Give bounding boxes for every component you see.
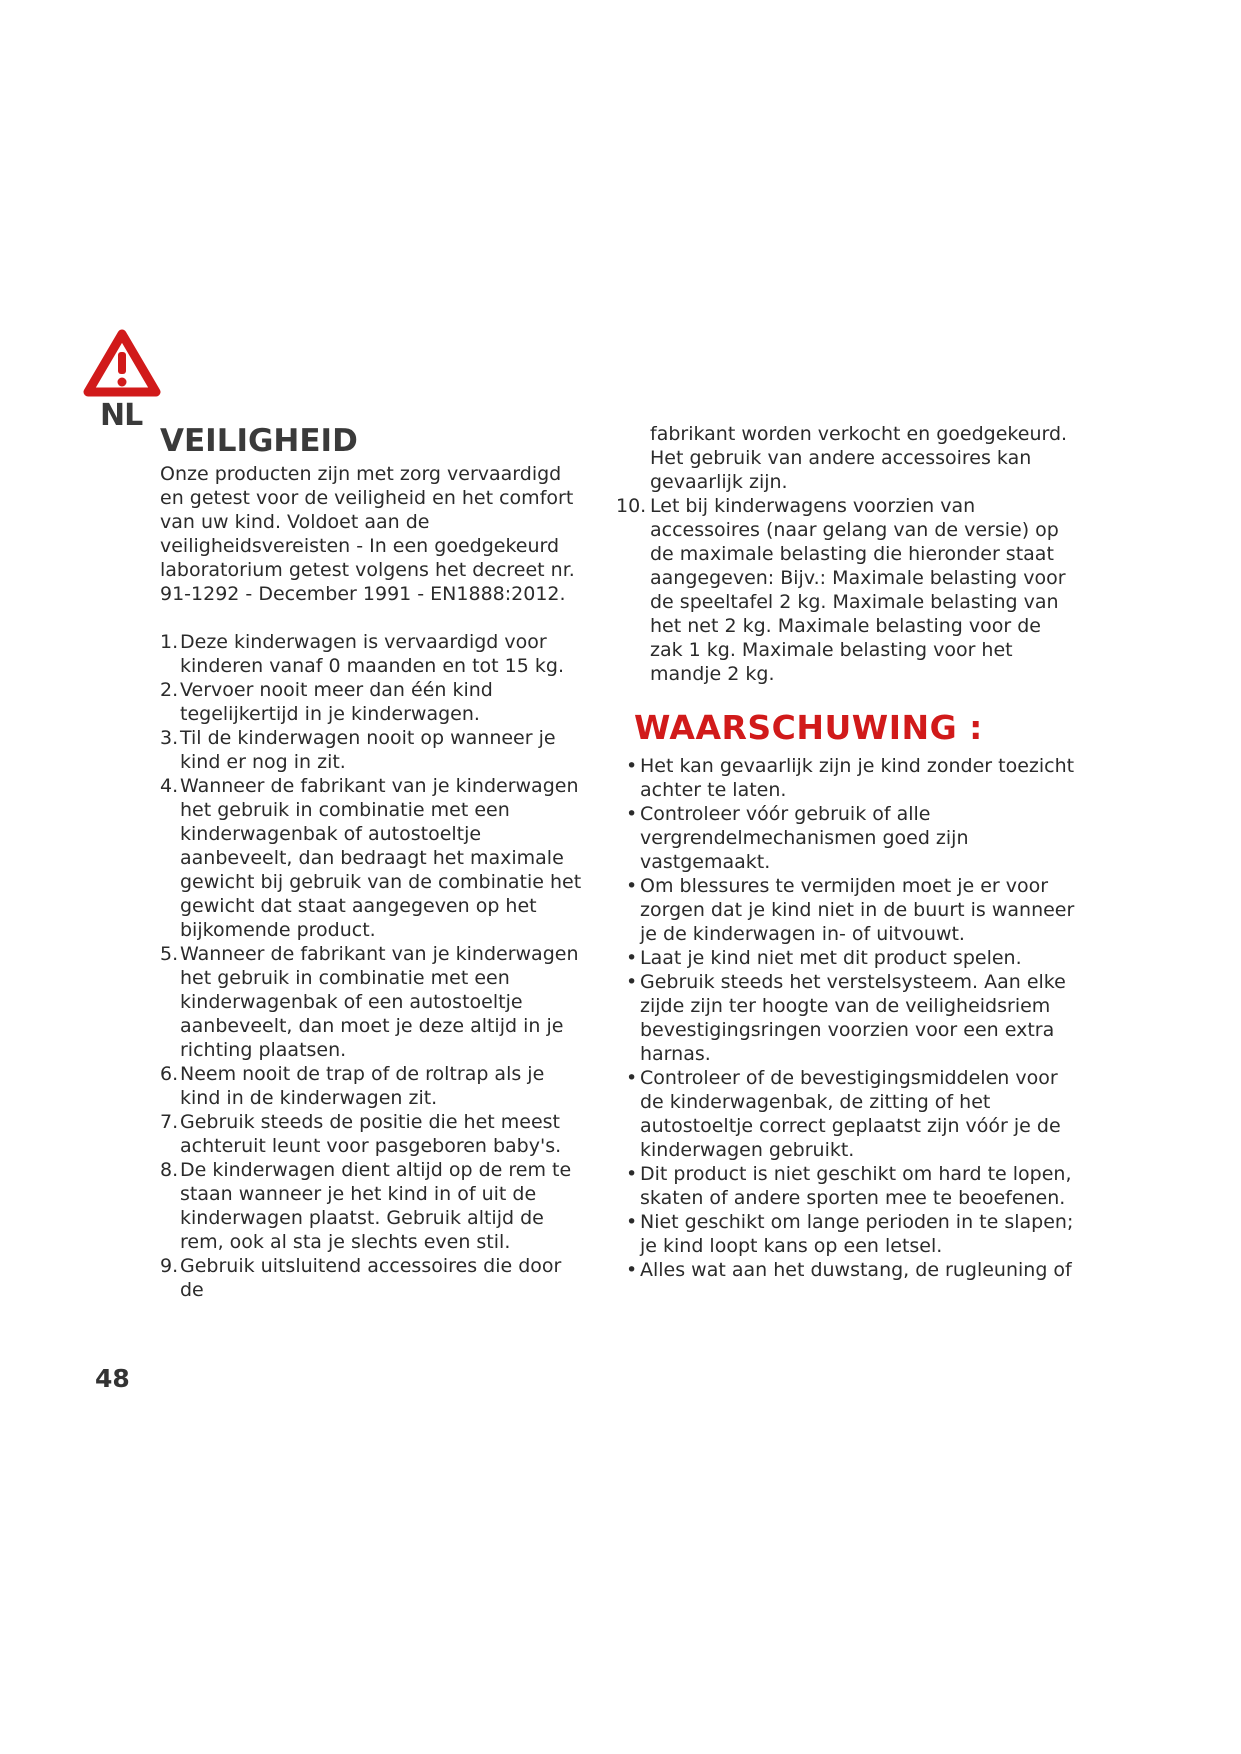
list-item: • Controleer vóór gebruik of alle vergrendelmechanismen goed zijn vastgemaakt. (626, 802, 1076, 874)
section-title-warning: WAARSCHUWING : (634, 708, 983, 747)
list-item: 2. Vervoer nooit meer dan één kind tegelijkertijd in je kinderwagen. (160, 679, 493, 725)
list-item: • Het kan gevaarlijk zijn je kind zonder toezicht achter te laten. (626, 754, 1076, 802)
list-item: • Controleer of de bevestigingsmiddelen voor de kinderwagenbak, de zitting of het autostoeltje correct geplaatst zijn vóór je de kinderwagen gebruikt. (626, 1066, 1076, 1162)
list-item: • Dit product is niet geschikt om hard te lopen, skaten of andere sporten mee te beoefenen. (626, 1162, 1076, 1210)
list-item: • Laat je kind niet met dit product spelen. (626, 946, 1076, 970)
list-item: 5. Wanneer de fabrikant van je kinderwagen het gebruik in combinatie met een kinderwagenbak of een autostoeltje aanbeveelt, dan moet je deze altijd in je richting plaatsen. (160, 943, 579, 1061)
safety-list-continued (616, 494, 1076, 686)
list-item: • Alles wat aan het duwstang, de rugleuning of (626, 1258, 1076, 1282)
list-item: 7. Gebruik steeds de positie die het meest achteruit leunt voor pasgeboren baby's. (160, 1111, 562, 1157)
list-item: • Gebruik steeds het verstelsysteem. Aan elke zijde zijn ter hoogte van de veiligheidsriem bevestigingsringen voorzien voor een extra harnas. (626, 970, 1076, 1066)
list-item: 3. Til de kinderwagen nooit op wanneer je kind er nog in zit. (160, 727, 556, 773)
list-item: 10. Let bij kinderwagens voorzien van accessoires (naar gelang van de versie) op de maximale belasting die hieronder staat aangegeven: Bijv.: Maximale belasting voor de speeltafel 2 kg. Maximale belasting van het net 2 kg. Maximale belasting voor de zak 1 kg. Maximale belasting voor het mandje 2 kg. (616, 495, 1066, 685)
list-item: 4. Wanneer de fabrikant van je kinderwagen het gebruik in combinatie met een kinderwagenbak of autostoeltje aanbeveelt, dan bedraagt het maximale gewicht bij gebruik van de combinatie het gewicht dat staat aangegeven op het bijkomende product. (160, 775, 582, 941)
left-column (160, 422, 590, 1302)
list-item: 1. Deze kinderwagen is vervaardigd voor kinderen vanaf 0 maanden en tot 15 kg. (160, 631, 564, 677)
warning-triangle-icon (82, 328, 162, 400)
item9-continuation: fabrikant worden verkocht en goedgekeurd. Het gebruik van andere accessoires kan gevaarlijk zijn. (650, 423, 1068, 493)
language-label: NL (100, 398, 143, 433)
list-item: 6. Neem nooit de trap of de roltrap als je kind in de kinderwagen zit. (160, 1063, 545, 1109)
warning-list (626, 754, 1076, 1282)
list-item: 9. Gebruik uitsluitend accessoires die door de (160, 1255, 562, 1301)
section-title-safety: VEILIGHEID (160, 423, 358, 459)
safety-list (160, 630, 590, 1302)
list-item: 8. De kinderwagen dient altijd op de rem te staan wanneer je het kind in of uit de kinderwagen plaatst. Gebruik altijd de rem, ook al sta je slechts even stil. (160, 1159, 572, 1253)
page-number: 48 (95, 1364, 130, 1393)
list-item: • Om blessures te vermijden moet je er voor zorgen dat je kind niet in de buurt is wanneer je de kinderwagen in- of uitvouwt. (626, 874, 1076, 946)
list-item: • Niet geschikt om lange perioden in te slapen; je kind loopt kans op een letsel. (626, 1210, 1076, 1258)
intro-paragraph: Onze producten zijn met zorg vervaardigd en getest voor de veiligheid en het comfort van uw kind. Voldoet aan de veiligheidsvereisten - In een goedgekeurd laboratorium getest volgens het decreet nr. 91-1292 - December 1991 - EN1888:2012. (160, 463, 575, 605)
right-column (616, 422, 1076, 1282)
